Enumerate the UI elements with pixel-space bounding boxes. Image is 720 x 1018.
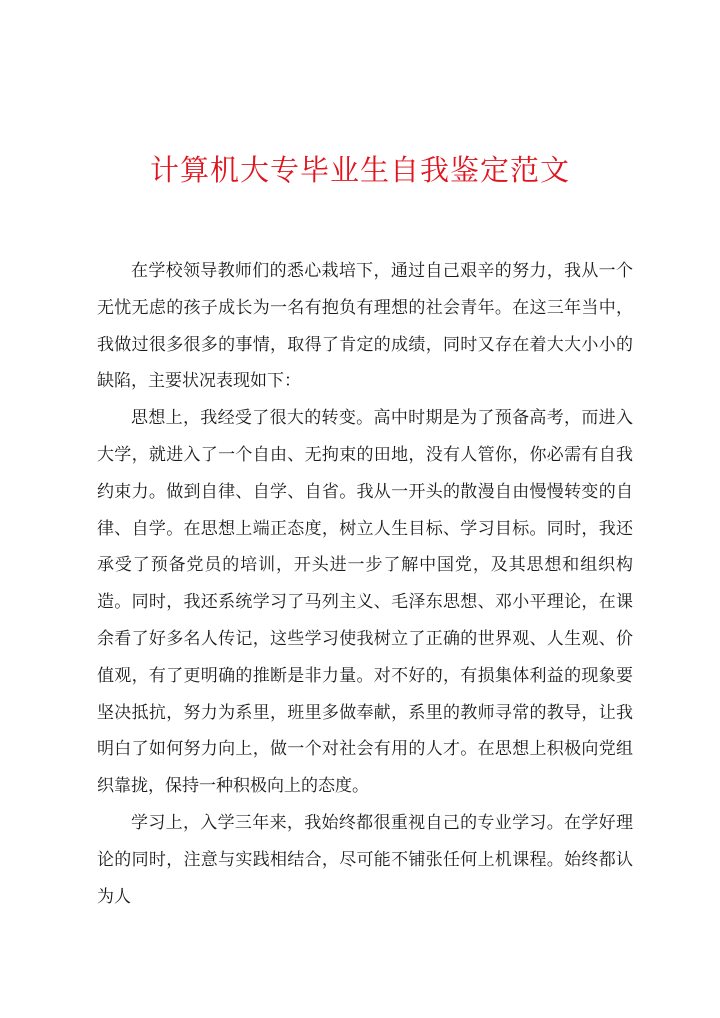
paragraph-intro: 在学校领导教师们的悉心栽培下，通过自己艰辛的努力，我从一个无忧无虑的孩子成长为一名有抱负有理想的社会青年。在这三年当中，我做过很多很多的事情，取得了肯定的成绩，同时又存在着大大小小的缺陷，主要状况表现如下： — [97, 261, 633, 392]
document-title: 计算机大专毕业生自我鉴定范文 — [149, 153, 570, 187]
paragraph-study: 学习上，入学三年来，我始终都很重视自己的专业学习。在学好理论的同时，注意与实践相结合，尽可能不铺张任何上机课程。始终都认为人 — [97, 812, 633, 907]
document-body — [97, 253, 633, 915]
paragraph-thought: 思想上，我经受了很大的转变。高中时期是为了预备高考，而进入大学，就进入了一个自由、无拘束的田地，没有人管你，你必需有自我约束力。做到自律、自学、自省。我从一开头的散漫自由慢慢转变的自律、自学。在思想上端正态度，树立人生目标、学习目标。同时，我还承受了预备党员的培训，开头进一步了解中国党，及其思想和组织构造。同时，我还系统学习了马列主义、毛泽东思想、邓小平理论，在课余看了好多名人传记，这些学习使我树立了正确的世界观、人生观、价值观，有了更明确的推断是非力量。对不好的，有损集体利益的现象要坚决抵抗，努力为系里，班里多做奉献，系里的教师寻常的教导，让我明白了如何努力向上，做一个对社会有用的人才。在思想上积极向党组织靠拢，保持一种积极向上的态度。 — [97, 408, 633, 797]
